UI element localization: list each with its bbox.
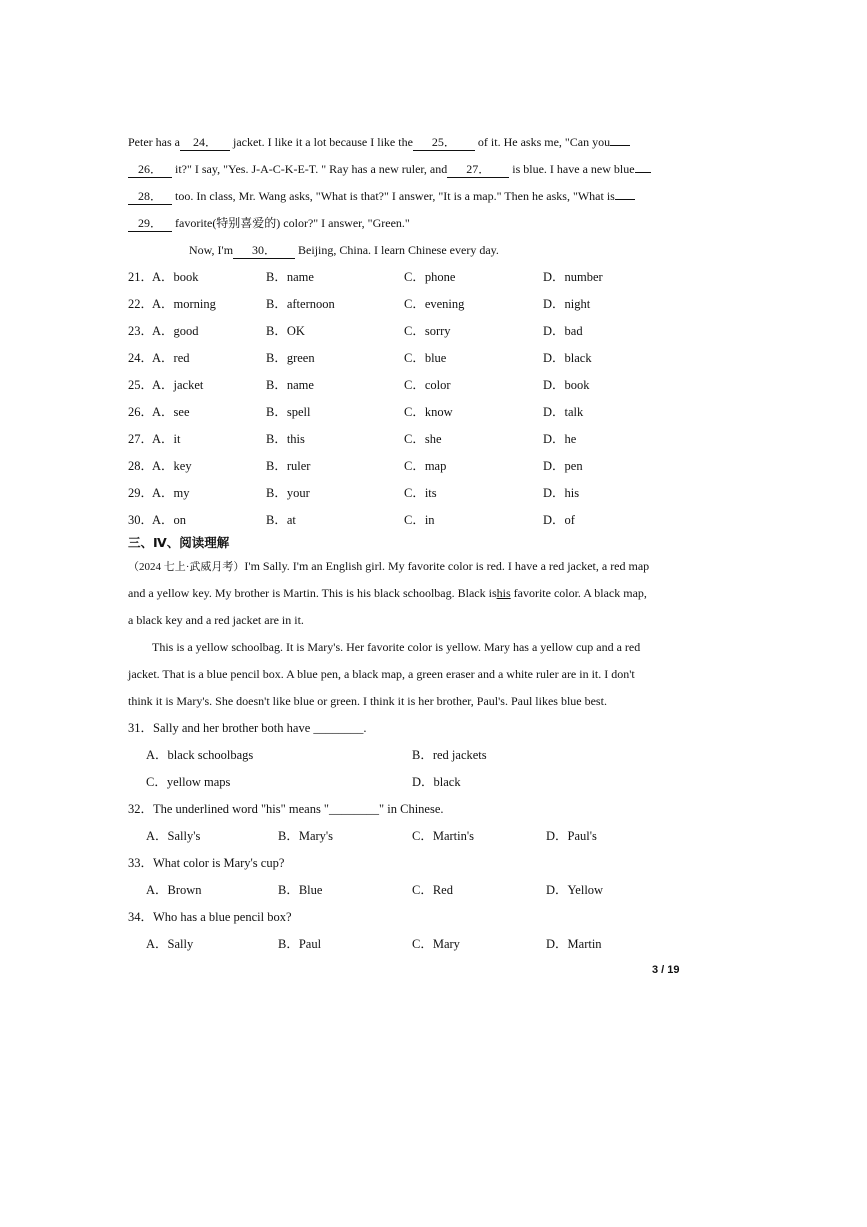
q28-option-b[interactable]: B．ruler xyxy=(266,459,311,473)
page-number: 3 / 19 xyxy=(652,964,680,976)
q29-option-a[interactable]: A．my xyxy=(152,486,190,500)
q22-option-a[interactable]: A．morning xyxy=(152,297,216,311)
cloze-blank[interactable]: 29． xyxy=(128,215,172,232)
reading-para-2-line-1: This is a yellow schoolbag. It is Mary's. Her favorite color is yellow. Mary has a yellow cup and a red xyxy=(152,640,641,654)
q22-option-b[interactable]: B．afternoon xyxy=(266,297,335,311)
cloze-line-5 xyxy=(189,242,499,259)
q30-option-d[interactable]: D．of xyxy=(543,513,575,527)
question-22-number: 22． xyxy=(128,297,154,311)
question-32-stem: 32．The underlined word "his" means "________" in Chinese. xyxy=(128,802,444,816)
question-26-number: 26． xyxy=(128,405,154,419)
reading-para-1-line-3: a black key and a red jacket are in it. xyxy=(128,613,304,627)
cloze-text: Peter has a xyxy=(128,135,180,149)
q24-option-b[interactable]: B．green xyxy=(266,351,315,365)
q24-option-c[interactable]: C．blue xyxy=(404,351,447,365)
q34-option-a[interactable]: A．Sally xyxy=(146,937,194,951)
reading-text: I'm Sally. I'm an English girl. My favorite color is red. I have a red jacket, a red map xyxy=(244,559,650,573)
cloze-text: of it. He asks me, "Can you xyxy=(474,135,611,149)
cloze-text: it?" I say, "Yes. J-A-C-K-E-T. " Ray has a new ruler, and xyxy=(172,162,448,176)
reading-para-2-line-2: jacket. That is a blue pencil box. A blue pen, a black map, a green eraser and a white ruler are in it. I don't xyxy=(128,667,635,681)
cloze-line-1 xyxy=(128,134,630,151)
cloze-blank[interactable]: 27． xyxy=(447,161,509,178)
q21-option-b[interactable]: B．name xyxy=(266,270,314,284)
q28-option-c[interactable]: C．map xyxy=(404,459,447,473)
q34-option-c[interactable]: C．Mary xyxy=(412,937,460,951)
cloze-line-4 xyxy=(128,215,410,232)
cloze-text: too. In class, Mr. Wang asks, "What is that?" I answer, "It is a map." Then he asks, "What is xyxy=(172,189,615,203)
q32-option-c[interactable]: C．Martin's xyxy=(412,829,474,843)
question-29-number: 29． xyxy=(128,486,154,500)
q24-option-a[interactable]: A．red xyxy=(152,351,190,365)
question-21-number: 21． xyxy=(128,270,154,284)
reading-para-1-line-2 xyxy=(128,585,647,601)
question-28-number: 28． xyxy=(128,459,154,473)
underlined-word-his: his xyxy=(496,586,511,600)
q23-option-b[interactable]: B．OK xyxy=(266,324,305,338)
reading-text: and a yellow key. My brother is Martin. This is his black schoolbag. Black is xyxy=(128,586,497,600)
q21-option-c[interactable]: C．phone xyxy=(404,270,456,284)
cloze-blank[interactable]: 26． xyxy=(128,161,172,178)
reading-para-1-line-1 xyxy=(128,558,649,575)
cloze-text: is blue. I have a new blue xyxy=(509,162,635,176)
q26-option-a[interactable]: A．see xyxy=(152,405,190,419)
question-33-stem: 33．What color is Mary's cup? xyxy=(128,856,285,870)
cloze-text: jacket. I like it a lot because I like the xyxy=(229,135,413,149)
q30-option-b[interactable]: B．at xyxy=(266,513,296,527)
q32-option-a[interactable]: A．Sally's xyxy=(146,829,201,843)
q31-option-c[interactable]: C．yellow maps xyxy=(146,775,231,789)
cloze-line-2 xyxy=(128,161,651,178)
cloze-line-3 xyxy=(128,188,635,205)
cloze-blank[interactable] xyxy=(610,145,630,146)
question-24-number: 24． xyxy=(128,351,154,365)
q33-option-b[interactable]: B．Blue xyxy=(278,883,323,897)
reading-para-2-line-3: think it is Mary's. She doesn't like blue or green. I think it is her brother, Paul's. Paul likes blue best. xyxy=(128,694,607,708)
q29-option-c[interactable]: C．its xyxy=(404,486,437,500)
cloze-text: favorite(特别喜爱的) color?" I answer, "Green." xyxy=(172,216,410,230)
cloze-blank[interactable]: 30． xyxy=(233,242,295,259)
q31-option-b[interactable]: B．red jackets xyxy=(412,748,487,762)
question-31-stem: 31．Sally and her brother both have ________. xyxy=(128,721,367,735)
q34-option-d[interactable]: D．Martin xyxy=(546,937,602,951)
q30-option-a[interactable]: A．on xyxy=(152,513,187,527)
question-34-stem: 34．Who has a blue pencil box? xyxy=(128,910,292,924)
q25-option-a[interactable]: A．jacket xyxy=(152,378,204,392)
cloze-text: Beijing, China. I learn Chinese every day. xyxy=(295,243,499,257)
q29-option-d[interactable]: D．his xyxy=(543,486,580,500)
q26-option-c[interactable]: C．know xyxy=(404,405,453,419)
q33-option-d[interactable]: D．Yellow xyxy=(546,883,604,897)
q27-option-c[interactable]: C．she xyxy=(404,432,442,446)
q24-option-d[interactable]: D．black xyxy=(543,351,592,365)
cloze-blank[interactable]: 24． xyxy=(180,134,230,151)
q27-option-a[interactable]: A．it xyxy=(152,432,181,446)
q28-option-d[interactable]: D．pen xyxy=(543,459,583,473)
source-tag: （2024 七上·武威月考） xyxy=(128,561,245,573)
question-27-number: 27． xyxy=(128,432,154,446)
cloze-blank[interactable] xyxy=(615,199,635,200)
section-heading: 三、Ⅳ、阅读理解 xyxy=(128,535,230,550)
q27-option-d[interactable]: D．he xyxy=(543,432,577,446)
q25-option-b[interactable]: B．name xyxy=(266,378,314,392)
q30-option-c[interactable]: C．in xyxy=(404,513,435,527)
q23-option-a[interactable]: A．good xyxy=(152,324,199,338)
cloze-blank[interactable] xyxy=(635,172,651,173)
q21-option-a[interactable]: A．book xyxy=(152,270,199,284)
question-23-number: 23． xyxy=(128,324,154,338)
q28-option-a[interactable]: A．key xyxy=(152,459,192,473)
q32-option-d[interactable]: D．Paul's xyxy=(546,829,597,843)
cloze-blank[interactable]: 28． xyxy=(128,188,172,205)
cloze-blank[interactable]: 25． xyxy=(413,134,475,151)
q21-option-d[interactable]: D．number xyxy=(543,270,603,284)
question-25-number: 25． xyxy=(128,378,154,392)
q31-option-d[interactable]: D．black xyxy=(412,775,461,789)
q31-option-a[interactable]: A．black schoolbags xyxy=(146,748,254,762)
q22-option-c[interactable]: C．evening xyxy=(404,297,465,311)
reading-text: favorite color. A black map, xyxy=(510,586,647,600)
q26-option-d[interactable]: D．talk xyxy=(543,405,584,419)
q34-option-b[interactable]: B．Paul xyxy=(278,937,322,951)
q32-option-b[interactable]: B．Mary's xyxy=(278,829,334,843)
q27-option-b[interactable]: B．this xyxy=(266,432,305,446)
q22-option-d[interactable]: D．night xyxy=(543,297,591,311)
q23-option-c[interactable]: C．sorry xyxy=(404,324,451,338)
q25-option-c[interactable]: C．color xyxy=(404,378,451,392)
q23-option-d[interactable]: D．bad xyxy=(543,324,583,338)
q33-option-a[interactable]: A．Brown xyxy=(146,883,202,897)
q33-option-c[interactable]: C．Red xyxy=(412,883,453,897)
q25-option-d[interactable]: D．book xyxy=(543,378,590,392)
q29-option-b[interactable]: B．your xyxy=(266,486,310,500)
cloze-text: Now, I'm xyxy=(189,243,234,257)
question-30-number: 30． xyxy=(128,513,154,527)
q26-option-b[interactable]: B．spell xyxy=(266,405,311,419)
